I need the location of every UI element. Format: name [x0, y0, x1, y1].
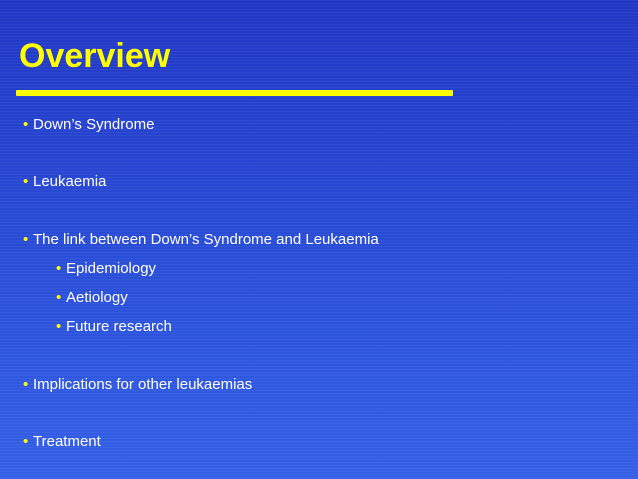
bullet-marker: • [56, 289, 62, 306]
bullet-marker: • [23, 433, 29, 450]
bullet-item [23, 433, 101, 451]
bullet-text: The link between Down’s Syndrome and Leukaemia [33, 231, 379, 248]
bullet-text: Leukaemia [33, 173, 107, 190]
bullet-text: Aetiology [66, 289, 128, 306]
bullet-text: Implications for other leukaemias [33, 376, 253, 393]
bullet-text: Epidemiology [66, 260, 157, 277]
bullet-marker: • [23, 173, 29, 190]
bullet-text: Treatment [33, 433, 101, 450]
bullet-marker: • [56, 260, 62, 277]
bullet-item [23, 231, 379, 249]
bullet-text: Future research [66, 318, 172, 335]
bullet-item [23, 173, 106, 191]
bullet-marker: • [23, 376, 29, 393]
bullet-item [23, 376, 252, 394]
bullet-item [23, 116, 154, 134]
bullet-marker: • [56, 318, 62, 335]
sub-bullet-item [56, 260, 156, 278]
bullet-marker: • [23, 231, 29, 248]
bullet-marker: • [23, 116, 29, 133]
slide-title: Overview [19, 37, 171, 75]
bullet-text: Down’s Syndrome [33, 116, 155, 133]
title-underline [16, 90, 453, 96]
sub-bullet-item [56, 289, 128, 307]
sub-bullet-item [56, 318, 172, 336]
